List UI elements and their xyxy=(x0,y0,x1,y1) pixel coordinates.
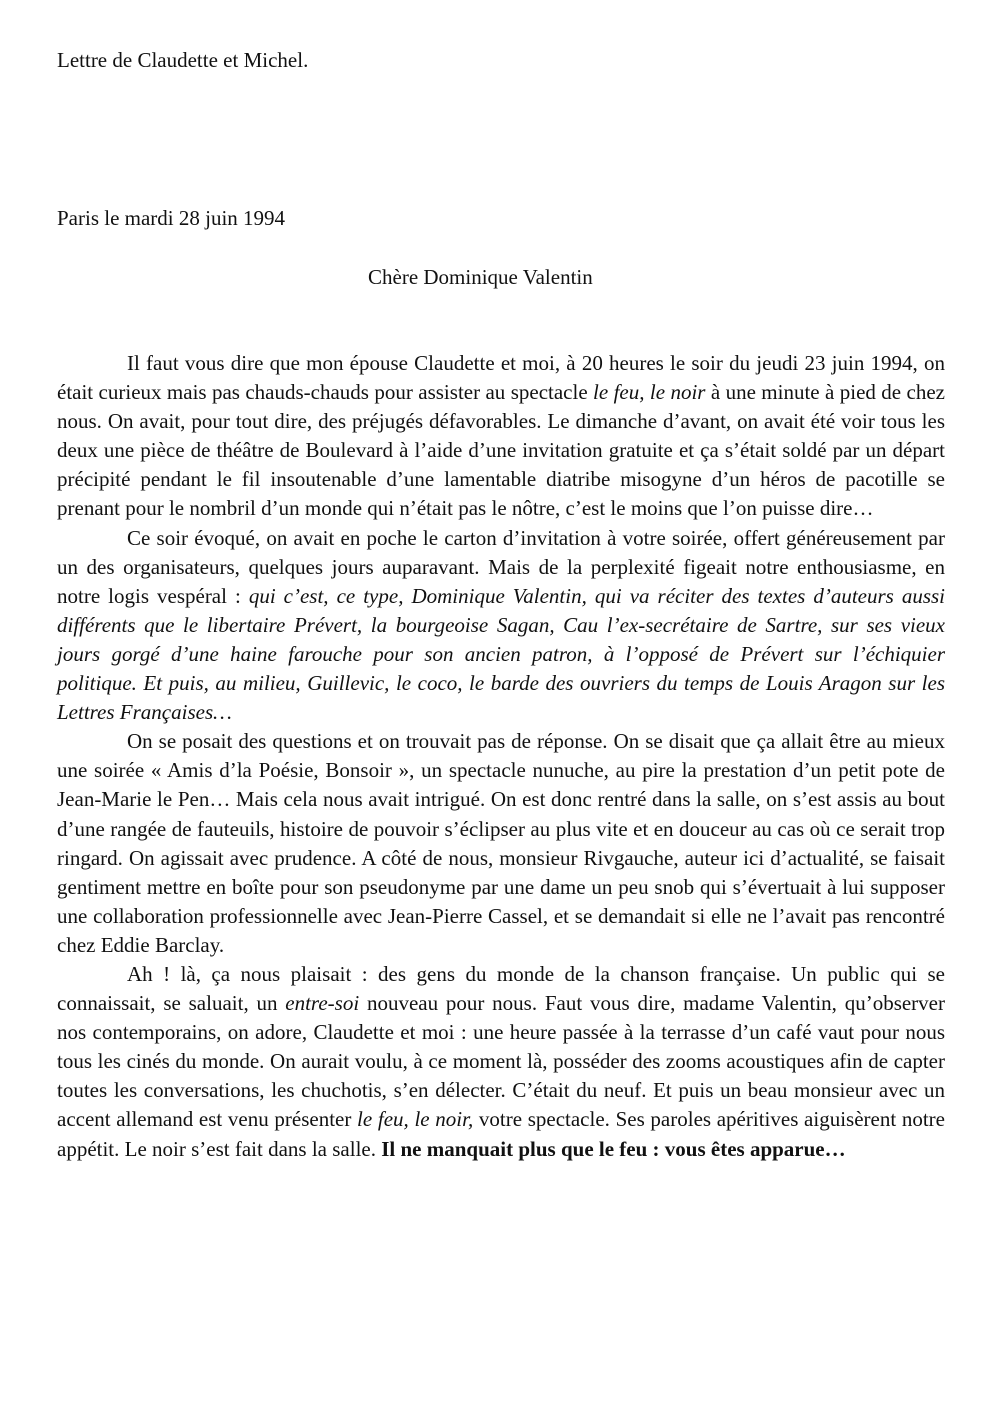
letter-heading: Lettre de Claudette et Michel. xyxy=(57,48,309,72)
paragraph-2-italic-quote: qui c’est, ce type, Dominique Valentin, qui va réciter des textes d’auteurs aussi différents que le libertaire Prévert, la bourgeoise Sagan, Cau l’ex-secrétaire de Sartre, sur ses vieux jours gorgé d’une haine farouche pour son ancien patron, à l’opposé de Prévert sur l’échiquier politique. Et puis, au milieu, Guillevic, le coco, le barde des ouvriers du temps de Louis Aragon sur les Lettres Françaises… xyxy=(57,583,945,725)
show-title-italic-2: le feu, le noir, xyxy=(357,1107,474,1132)
paragraph-4-text-cont-2: votre spectacle. Ses paroles apéritives aiguisèrent notre appétit. Le noir s’est fait dans la salle. xyxy=(57,1107,945,1161)
letter-body xyxy=(57,349,945,1164)
salutation: Chère Dominique Valentin xyxy=(368,265,593,289)
paragraph-4-text: Ah ! là, ça nous plaisait : des gens du monde de la chanson française. Un public qui se connaissait, se saluait, un xyxy=(57,961,945,1016)
paragraph-2-text: Ce soir évoqué, on avait en poche le carton d’invitation à votre soirée, offert généreusement par un des organisateurs, quelques jours auparavant. Mais de la perplexité figeait notre enthousiasme, en notre logis vespéral : xyxy=(57,525,945,608)
paragraph-3-text: On se posait des questions et on trouvait pas de réponse. On se disait que ça allait être au mieux une soirée « Amis d’la Poésie, Bonsoir », un spectacle nunuche, au pire la prestation d’un petit pote de Jean-Marie le Pen… Mais cela nous avait intrigué. On est donc rentré dans la salle, on s’est assis au bout d’une rangée de fauteuils, histoire de pouvoir s’éclipser au plus vite et en douceur au cas où ce serait trop ringard. On agissait avec prudence. A côté de nous, monsieur Rivgauche, auteur ici d’actualité, se faisait gentiment mettre en boîte pour son pseudonyme par une dame un peu snob qui s’évertuait à lui supposer une collaboration professionnelle avec Jean-Pierre Cassel, et se demandait si elle ne l’avait pas rencontré chez Eddie Barclay. xyxy=(57,729,945,957)
paragraph-1-text: Il faut vous dire que mon épouse Claudette et moi, à 20 heures le soir du jeudi 23 juin 1994, on était curieux mais pas chauds-chauds pour assister au spectacle xyxy=(57,351,945,405)
paragraph-4-text-cont: nouveau pour nous. Faut vous dire, madame Valentin, qu’observer nos contemporains, on adore, Claudette et moi : une heure passée à la terrasse d’un café vaut pour nous tous les cinés du monde. On aurait voulu, à ce moment là, posséder des zooms acoustiques afin de capter toutes les conversations, les chuchotis, s’en délecter. C’était du neuf. Et puis un beau monsieur avec un accent allemand est venu présenter xyxy=(57,991,945,1132)
paragraph-3 xyxy=(57,727,945,960)
date-line: Paris le mardi 28 juin 1994 xyxy=(57,206,286,230)
paragraph-1-text-cont: à une minute à pied de chez nous. On avait, pour tout dire, des préjugés défavorables. Le dimanche d’avant, on avait été voir tous les deux une pièce de théâtre de Boulevard à l’aide d’une invitation gratuite et ça s’était soldé par un départ précipité pendant le fil insoutenable d’une lamentable diatribe misogyne d’un héros de pacotille se prenant pour le nombril d’un monde qui n’était pas le nôtre, c’est le moins que l’on puisse dire… xyxy=(57,380,945,521)
paragraph-1 xyxy=(57,349,945,524)
paragraph-2 xyxy=(57,524,945,728)
entre-soi-italic: entre-soi xyxy=(285,991,360,1016)
closing-bold-sentence: Il ne manquait plus que le feu : vous êtes apparue… xyxy=(381,1136,846,1161)
paragraph-4 xyxy=(57,960,945,1164)
show-title-italic: le feu, le noir xyxy=(593,380,706,405)
